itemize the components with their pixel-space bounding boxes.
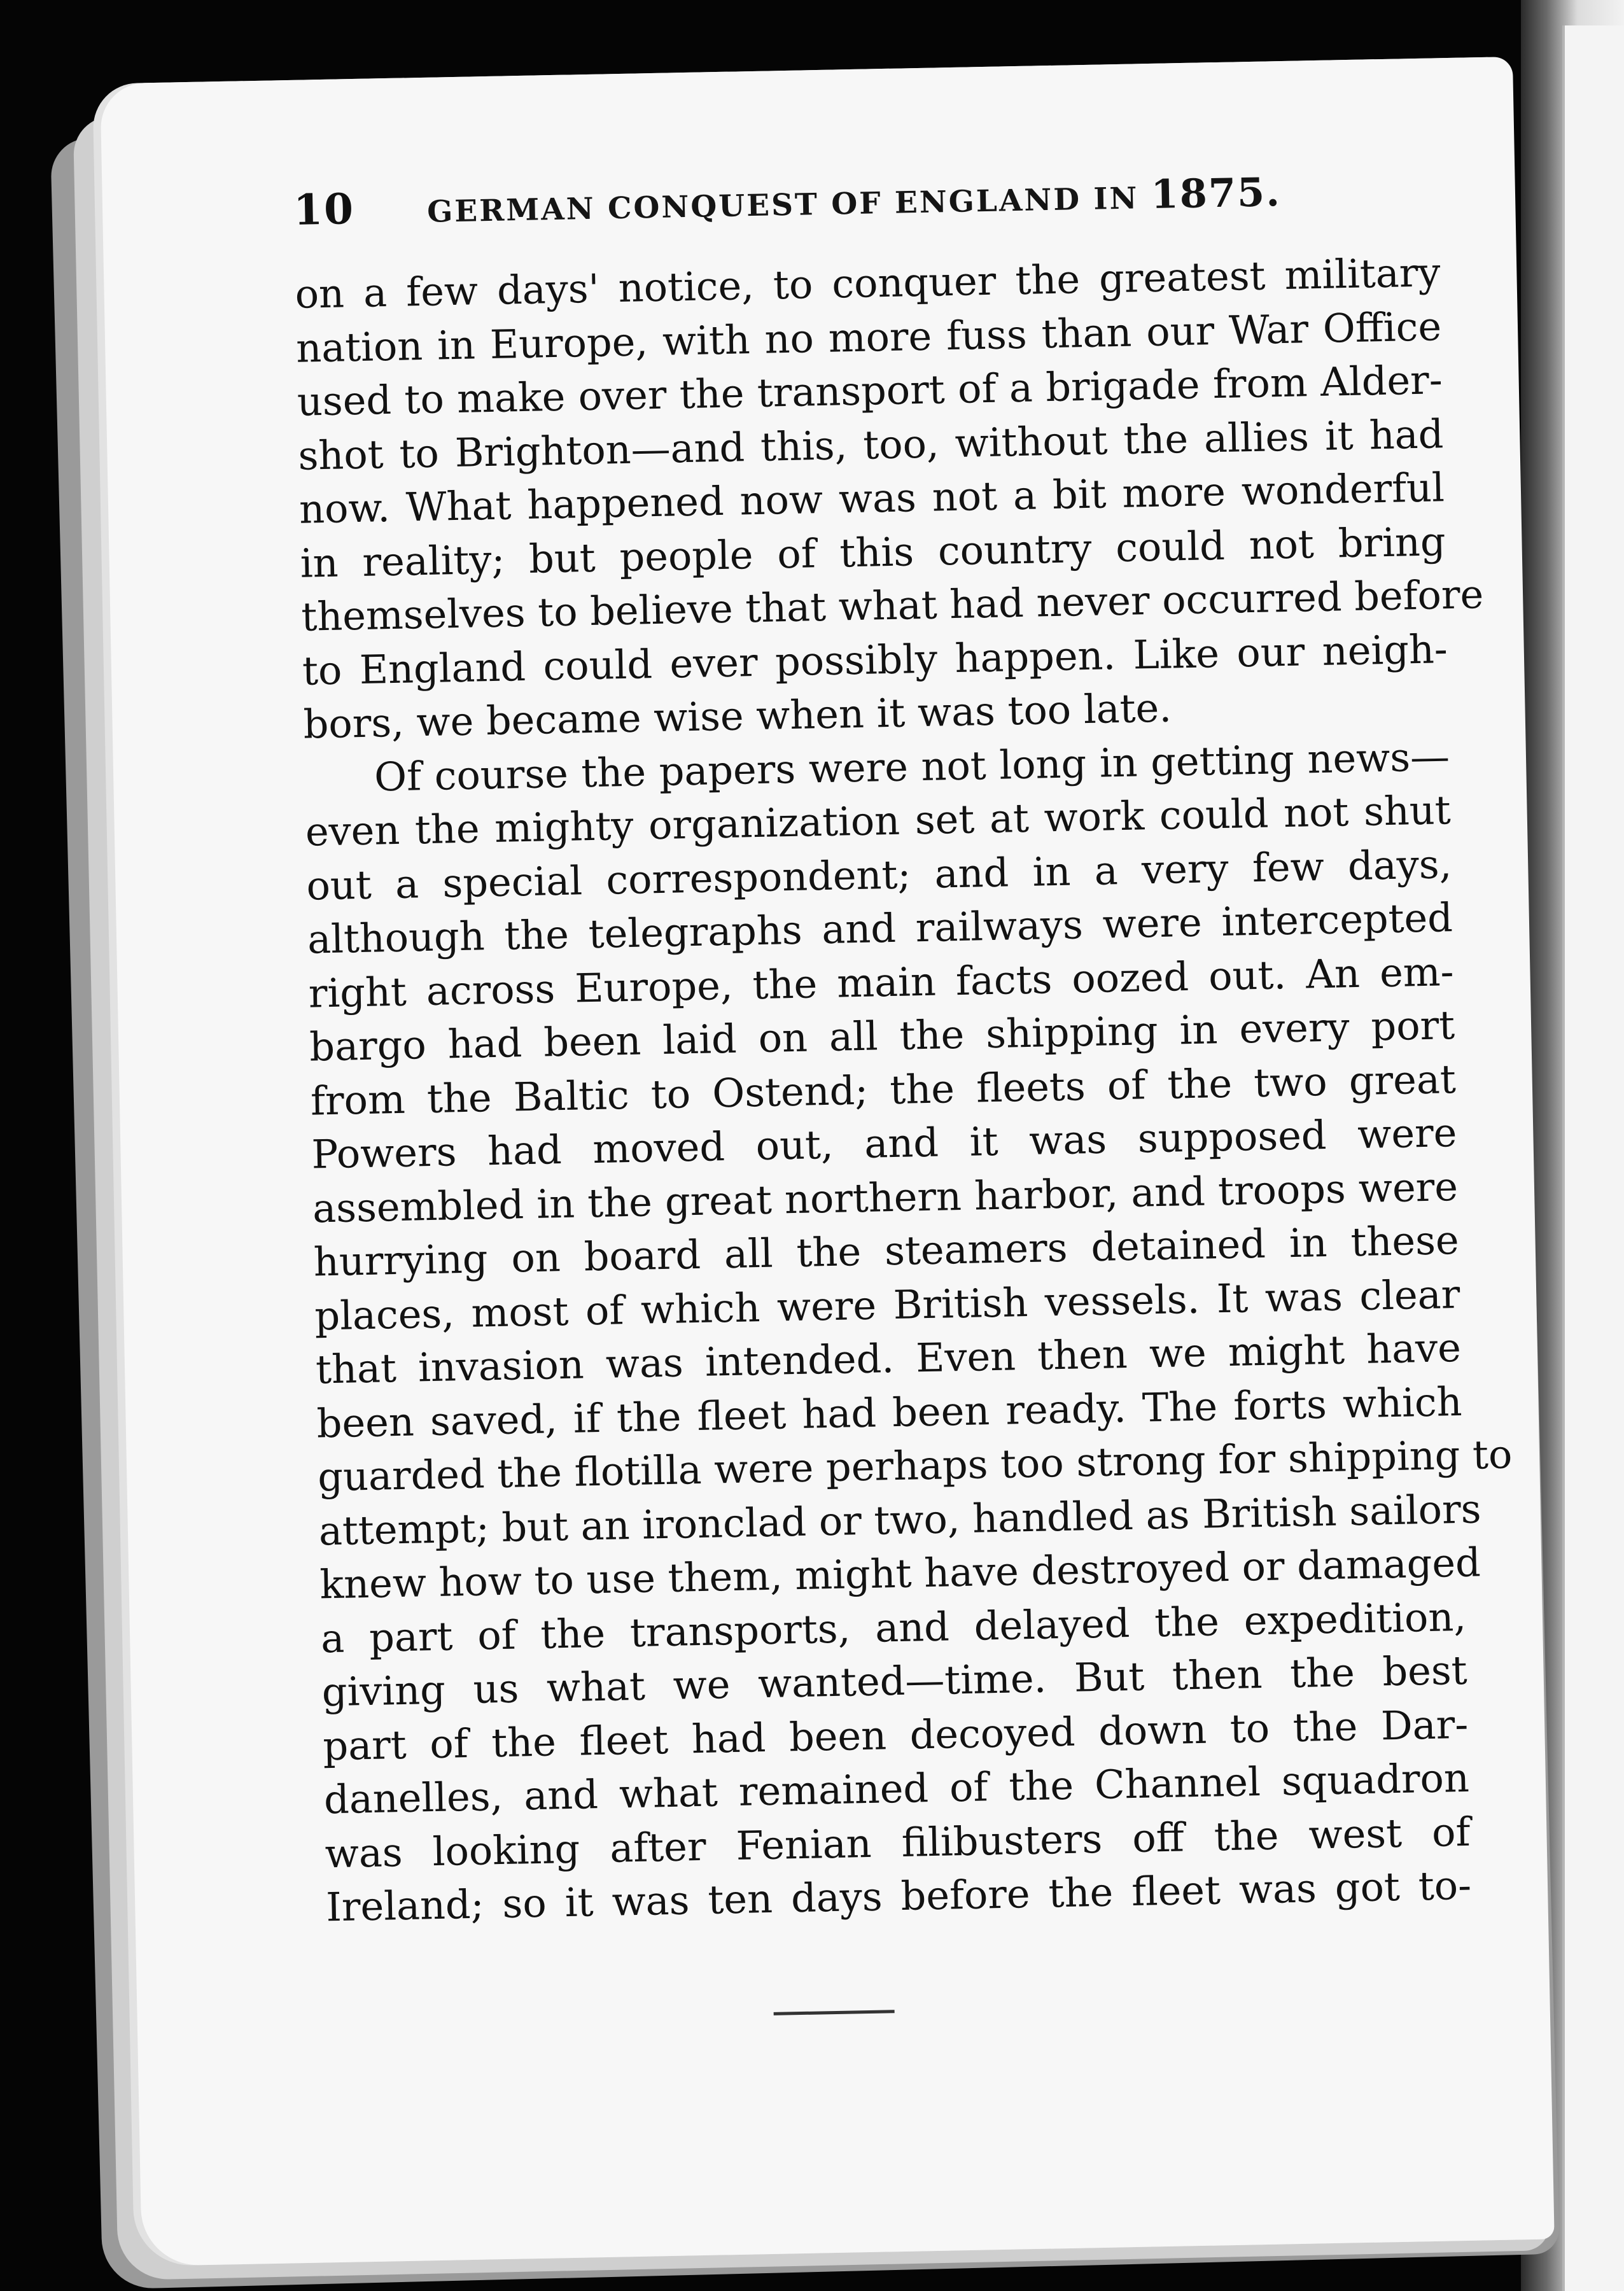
text-line: danelles, and what remained of the Channel squadron	[323, 1754, 1470, 1823]
text-line: guarded the flotilla were perhaps too strong for shipping to	[317, 1431, 1513, 1501]
text-line: bors, we became wise when it was too late.	[302, 684, 1172, 748]
text-line: nation in Europe, with no more fuss than our War Office	[295, 302, 1442, 372]
text-line: attempt; but an ironclad or two, handled as British sailors	[318, 1485, 1482, 1554]
text-line: part of the fleet had been decoyed down to the Dar-	[322, 1700, 1469, 1769]
text-line: been saved, if the fleet had been ready. The forts which	[316, 1378, 1463, 1447]
text-line: out a special correspondent; and in a very few days,	[305, 840, 1452, 909]
next-page-edge	[1562, 25, 1624, 2291]
text-line: bargo had been laid on all the shipping in every port	[309, 1002, 1455, 1070]
text-line: giving us what we wanted—time. But then the best	[321, 1646, 1468, 1716]
body-text	[294, 246, 1513, 1935]
text-line: themselves to believe that what had never occurred before	[300, 571, 1484, 640]
text-line: now. What happened now was not a bit more wonderful	[298, 464, 1445, 533]
text-line: places, most of which were British vessels. It was clear	[314, 1270, 1460, 1340]
text-line: although the telegraphs and railways were intercepted	[307, 894, 1453, 963]
text-line: Ireland; so it was ten days before the fleet was got to-	[325, 1861, 1472, 1931]
text-line: from the Baltic to Ostend; the fleets of the two great	[310, 1055, 1457, 1124]
text-line: on a few days' notice, to conquer the greatest military	[294, 249, 1441, 318]
text-line: used to make over the transport of a brigade from Alder-	[297, 356, 1443, 425]
text-line: a part of the transports, and delayed the expedition,	[320, 1593, 1467, 1662]
text-line: shot to Brighton—and this, too, without the allies it had	[297, 410, 1444, 479]
running-title	[426, 169, 1281, 232]
page-content	[293, 163, 1513, 1935]
text-line: Of course the papers were not long in getting news—	[374, 732, 1450, 801]
text-line: hurrying on board all the steamers detained in these	[313, 1216, 1460, 1286]
text-line: to England could ever possibly happen. Like our neigh-	[302, 625, 1448, 694]
text-line: was looking after Fenian filibusters off the west of	[325, 1808, 1471, 1877]
text-line: assembled in the great northern harbor, and troops were	[312, 1163, 1459, 1232]
text-line: right across Europe, the main facts oozed out. An em-	[308, 948, 1455, 1017]
text-line: Powers had moved out, and it was supposed were	[311, 1109, 1458, 1178]
page-number: 10	[293, 183, 355, 235]
text-line: knew how to use them, might have destroyed or damaged	[319, 1539, 1481, 1608]
text-line: that invasion was intended. Even then we might have	[315, 1324, 1462, 1393]
running-title-year: 1875.	[1150, 169, 1282, 218]
running-title-text: GERMAN CONQUEST OF ENGLAND IN	[426, 181, 1139, 230]
running-head	[293, 163, 1439, 262]
text-line: in reality; but people of this country could not bring	[300, 517, 1446, 587]
text-line: even the mighty organization set at work could not shut	[305, 787, 1452, 855]
book-page	[100, 57, 1554, 2266]
footer-rule	[774, 2010, 895, 2015]
